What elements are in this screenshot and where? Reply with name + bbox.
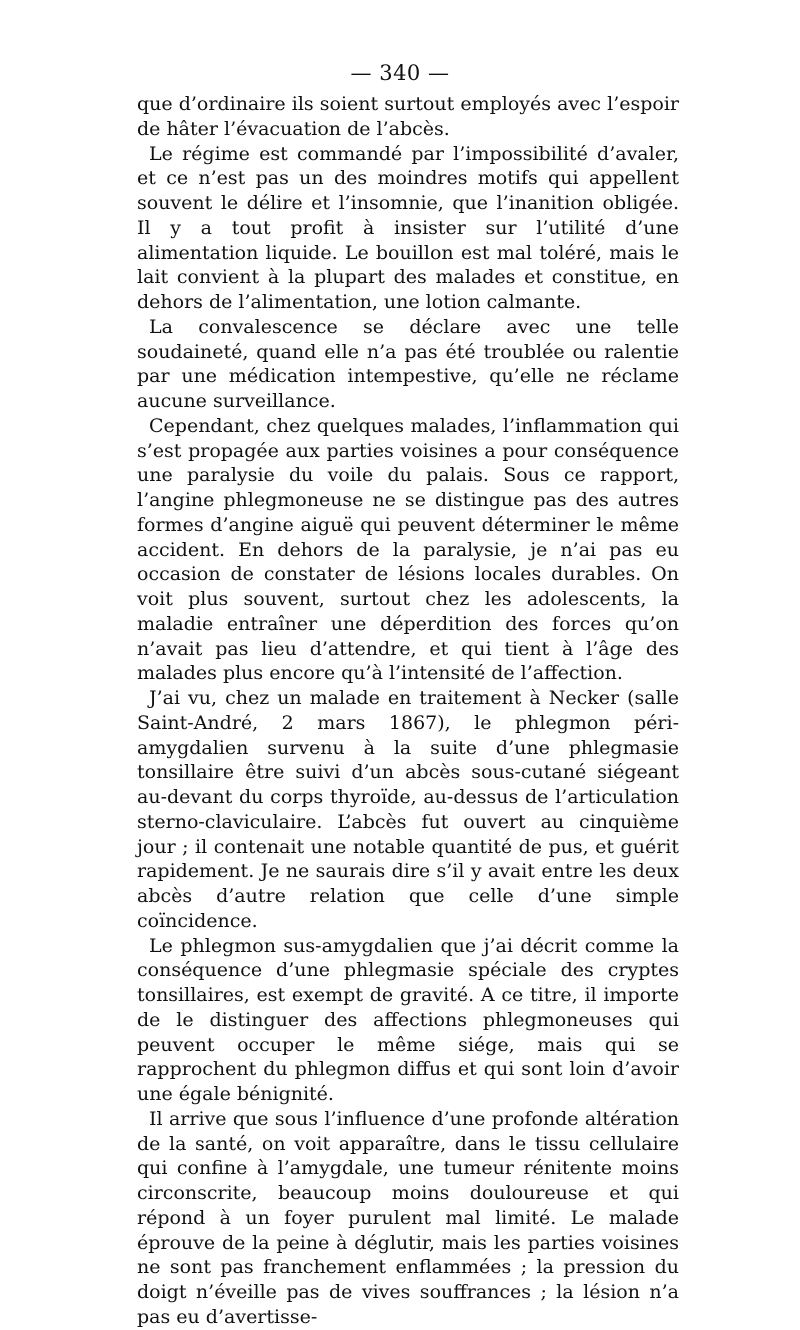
body-text bbox=[137, 92, 679, 1330]
page-number: — 340 — bbox=[350, 61, 450, 85]
paragraph: La convalescence se déclare avec une telle soudaineté, quand elle n’a pas été troublée ou ralentie par une médication intempestive, qu’elle ne réclame aucune surveillance. bbox=[137, 315, 679, 412]
paragraph: Le régime est commandé par l’impossibilité d’avaler, et ce n’est pas un des moindres motifs qui appellent souvent le délire et l’insomnie, que l’inanition obligée. Il y a tout profit à insister sur l’utilité d’une alimentation liquide. Le bouillon est mal toléré, mais le lait convient à la plupart des malades et constitue, en dehors de l’alimentation, une lotion calmante. bbox=[137, 142, 679, 313]
paragraph: Le phlegmon sus-amygdalien que j’ai décrit comme la conséquence d’une phlegmasie spéciale des cryptes tonsillaires, est exempt de gravité. A ce titre, il importe de le distinguer des affections phlegmoneuses qui peuvent occuper le même siége, mais qui se rapprochent du phlegmon diffus et qui sont loin d’avoir une égale bénignité. bbox=[137, 934, 679, 1105]
paragraph: Cependant, chez quelques malades, l’inflammation qui s’est propagée aux parties voisines a pour conséquence une paralysie du voile du palais. Sous ce rapport, l’angine phlegmoneuse ne se distingue pas des autres formes d’angine aiguë qui peuvent déterminer le même accident. En dehors de la paralysie, je n’ai pas eu occasion de constater de lésions locales durables. On voit plus souvent, surtout chez les adolescents, la maladie entraîner une déperdition des forces qu’on n’avait pas lieu d’attendre, et qui tient à l’âge des malades plus encore qu’à l’intensité de l’affection. bbox=[137, 414, 679, 685]
paragraph: que d’ordinaire ils soient surtout employés avec l’espoir de hâter l’évacuation de l’abcès. bbox=[137, 93, 679, 140]
paragraph: Il arrive que sous l’influence d’une profonde altération de la santé, on voit apparaître, dans le tissu cellulaire qui confine à l’amygdale, une tumeur rénitente moins circonscrite, beaucoup moins douloureuse et qui répond à un foyer purulent mal limité. Le malade éprouve de la peine à déglutir, mais les parties voisines ne sont pas franchement enflammées ; la pression du doigt n’éveille pas de vives souffrances ; la lésion n’a pas eu d’avertisse- bbox=[137, 1107, 679, 1328]
paragraph: J’ai vu, chez un malade en traitement à Necker (salle Saint-André, 2 mars 1867), le phlegmon péri-amygdalien survenu à la suite d’une phlegmasie tonsillaire être suivi d’un abcès sous-cutané siégeant au-devant du corps thyroïde, au-dessus de l’articulation sterno-claviculaire. L’abcès fut ouvert au cinquième jour ; il contenait une notable quantité de pus, et guérit rapidement. Je ne saurais dire s’il y avait entre les deux abcès d’autre relation que celle d’une simple coïncidence. bbox=[137, 687, 679, 932]
